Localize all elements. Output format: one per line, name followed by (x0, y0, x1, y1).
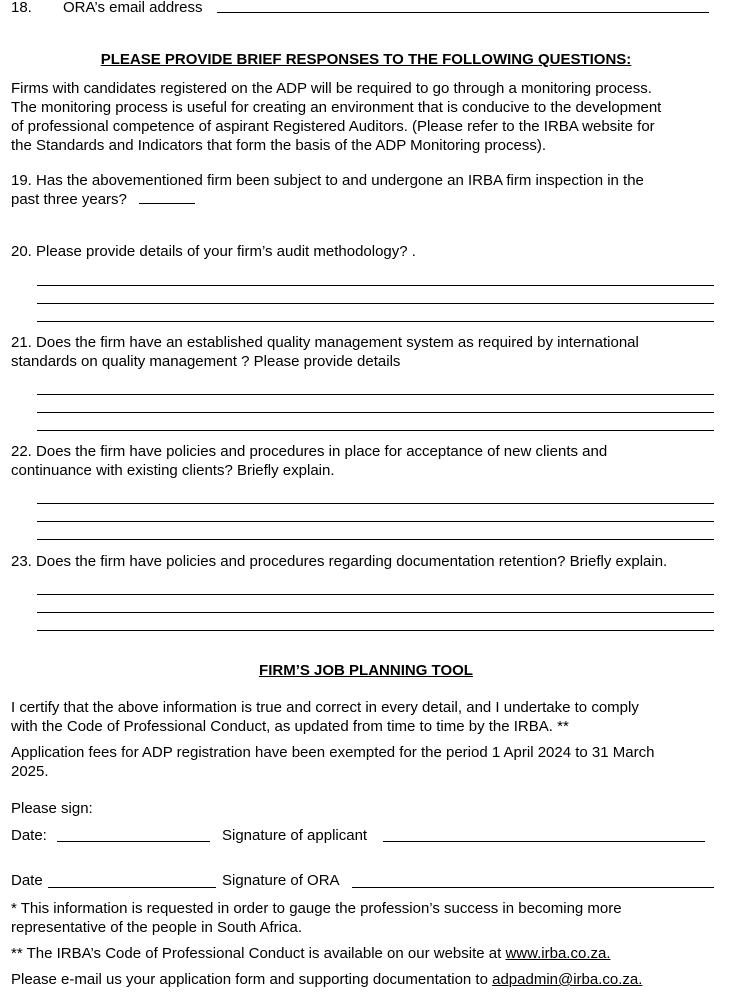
q19-question (11, 171, 644, 209)
q22-answer-line[interactable] (37, 503, 714, 504)
q19-line: past three years? (11, 191, 127, 208)
certify-line: I certify that the above information is true and correct in every detail, and I undertake to comply (11, 699, 639, 716)
q18-label: ORA’s email address (63, 0, 203, 16)
q21-answer-line[interactable] (37, 394, 714, 395)
ora-signature-label: Signature of ORA (222, 872, 340, 889)
intro-line: of professional competence of aspirant Registered Auditors. (Please refer to the IRBA website for (11, 118, 655, 135)
intro-paragraph (11, 79, 661, 155)
applicant-date-field[interactable] (57, 841, 210, 842)
footnote-representation (11, 899, 622, 937)
fees-paragraph (11, 743, 654, 781)
section-heading: PLEASE PROVIDE BRIEF RESPONSES TO THE FOLLOWING QUESTIONS: (100, 51, 632, 68)
footnote-code-text: ** The IRBA’s Code of Professional Conduct is available on our website at (11, 945, 506, 962)
q20-answer-line[interactable] (37, 303, 714, 304)
q18-email-field[interactable] (217, 12, 709, 13)
q22-line: continuance with existing clients? Briefly explain. (11, 462, 335, 479)
ora-signature-field[interactable] (352, 887, 714, 888)
footnote-email (11, 971, 642, 989)
q23-answer-line[interactable] (37, 594, 714, 595)
adpadmin-email-link[interactable]: adpadmin@irba.co.za. (492, 971, 643, 988)
q21-answer-line[interactable] (37, 412, 714, 413)
certify-line: with the Code of Professional Conduct, as updated from time to time by the IRBA. ** (11, 718, 569, 735)
intro-line: the Standards and Indicators that form the basis of the ADP Monitoring process). (11, 137, 547, 154)
ora-date-field[interactable] (48, 887, 216, 888)
applicant-signature-label: Signature of applicant (222, 827, 368, 844)
intro-line: The monitoring process is useful for creating an environment that is conducive to the development (11, 99, 662, 116)
applicant-signature-field[interactable] (383, 841, 705, 842)
certify-paragraph (11, 698, 639, 736)
q23-answer-line[interactable] (37, 612, 714, 613)
ora-date-label: Date (11, 872, 43, 889)
please-sign-label: Please sign: (11, 800, 93, 817)
q18-number: 18. (11, 0, 32, 16)
fees-line: Application fees for ADP registration have been exempted for the period 1 April 2024 to 31 March (11, 744, 655, 761)
q20-answer-line[interactable] (37, 321, 714, 322)
q21-line: 21. Does the firm have an established quality management system as required by international (11, 334, 639, 351)
q22-answer-line[interactable] (37, 539, 714, 540)
intro-line: Firms with candidates registered on the ADP will be required to go through a monitoring process. (11, 80, 652, 97)
footnote-email-text: Please e-mail us your application form and supporting documentation to (11, 971, 493, 988)
q22-line: 22. Does the firm have policies and procedures in place for acceptance of new clients and (11, 443, 608, 460)
q22-answer-line[interactable] (37, 521, 714, 522)
q21-question (11, 333, 639, 371)
applicant-date-label: Date: (11, 827, 47, 844)
q21-answer-line[interactable] (37, 430, 714, 431)
fees-line: 2025. (11, 763, 49, 780)
q20-answer-line[interactable] (37, 285, 714, 286)
irba-website-link[interactable]: www.irba.co.za. (505, 945, 611, 962)
footnote-line: * This information is requested in order to gauge the profession’s success in becoming more (11, 900, 622, 917)
q21-line: standards on quality management ? Please provide details (11, 353, 401, 370)
q19-line: 19. Has the abovementioned firm been subject to and undergone an IRBA firm inspection in the (11, 172, 644, 189)
tool-heading: FIRM’S JOB PLANNING TOOL (259, 662, 473, 679)
q23-answer-line[interactable] (37, 630, 714, 631)
q19-answer-field[interactable] (139, 203, 195, 204)
q23-question: 23. Does the firm have policies and procedures regarding documentation retention? Briefly explain. (11, 553, 668, 570)
footnote-line: representative of the people in South Africa. (11, 919, 303, 936)
footnote-code-of-conduct (11, 945, 611, 963)
q20-question: 20. Please provide details of your firm’s audit methodology? . (11, 243, 416, 260)
q22-question (11, 442, 607, 480)
